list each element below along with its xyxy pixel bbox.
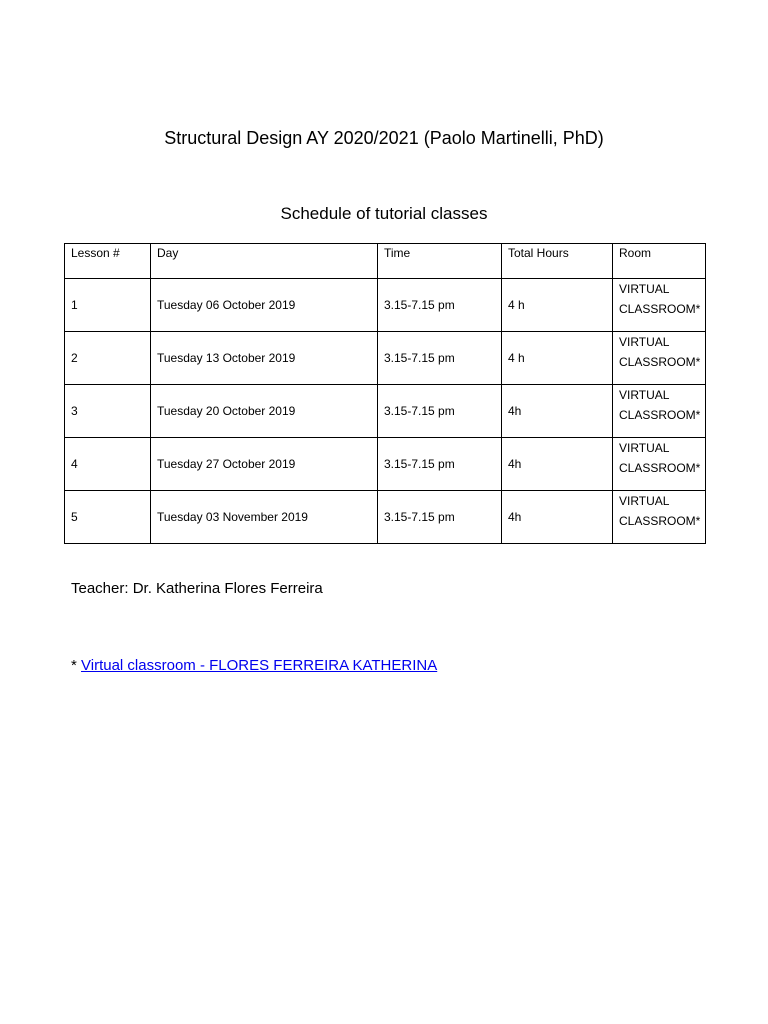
cell-day: Tuesday 20 October 2019 — [151, 385, 378, 438]
cell-hours: 4h — [502, 491, 613, 544]
cell-hours: 4 h — [502, 279, 613, 332]
cell-time: 3.15-7.15 pm — [378, 438, 502, 491]
table-row — [65, 332, 706, 385]
cell-room: VIRTUAL CLASSROOM* — [613, 279, 706, 332]
header-day: Day — [151, 244, 378, 279]
cell-lesson: 3 — [65, 385, 151, 438]
table-row — [65, 279, 706, 332]
cell-day: Tuesday 27 October 2019 — [151, 438, 378, 491]
schedule-table — [64, 243, 706, 544]
cell-day: Tuesday 06 October 2019 — [151, 279, 378, 332]
header-room: Room — [613, 244, 706, 279]
cell-hours: 4h — [502, 385, 613, 438]
teacher-line: Teacher: Dr. Katherina Flores Ferreira — [71, 580, 323, 597]
footnote-marker: * — [71, 657, 82, 674]
header-total-hours: Total Hours — [502, 244, 613, 279]
schedule-heading: Schedule of tutorial classes — [280, 204, 488, 223]
cell-lesson: 4 — [65, 438, 151, 491]
cell-hours: 4h — [502, 438, 613, 491]
cell-room: VIRTUAL CLASSROOM* — [613, 385, 706, 438]
cell-time: 3.15-7.15 pm — [378, 385, 502, 438]
cell-day: Tuesday 03 November 2019 — [151, 491, 378, 544]
header-time: Time — [378, 244, 502, 279]
cell-lesson: 1 — [65, 279, 151, 332]
cell-room: VIRTUAL CLASSROOM* — [613, 491, 706, 544]
document-title: Structural Design AY 2020/2021 (Paolo Martinelli, PhD) — [164, 128, 604, 148]
cell-time: 3.15-7.15 pm — [378, 491, 502, 544]
cell-day: Tuesday 13 October 2019 — [151, 332, 378, 385]
cell-room: VIRTUAL CLASSROOM* — [613, 332, 706, 385]
table-row — [65, 385, 706, 438]
cell-lesson: 5 — [65, 491, 151, 544]
virtual-classroom-link[interactable]: Virtual classroom - FLORES FERREIRA KATHERINA — [81, 657, 438, 674]
cell-time: 3.15-7.15 pm — [378, 279, 502, 332]
table-row — [65, 491, 706, 544]
table-header-row — [65, 244, 706, 279]
footnote — [71, 655, 437, 677]
cell-room: VIRTUAL CLASSROOM* — [613, 438, 706, 491]
table-row — [65, 438, 706, 491]
cell-time: 3.15-7.15 pm — [378, 332, 502, 385]
header-lesson: Lesson # — [65, 244, 151, 279]
cell-lesson: 2 — [65, 332, 151, 385]
cell-hours: 4 h — [502, 332, 613, 385]
